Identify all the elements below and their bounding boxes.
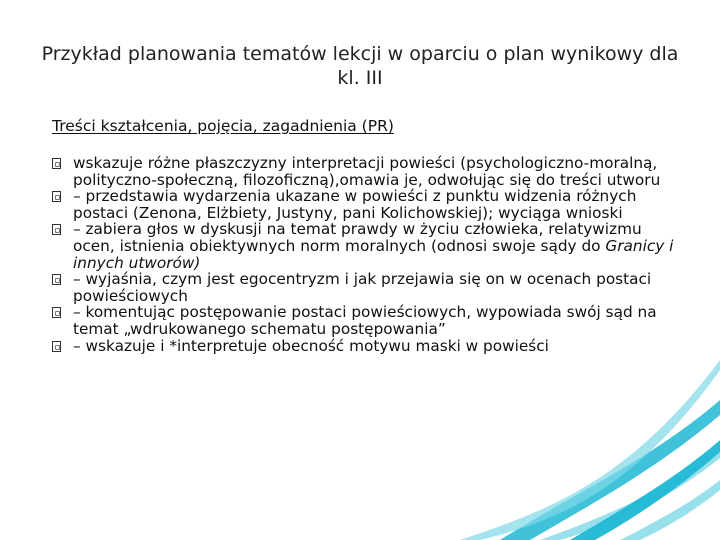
decorative-swirl-graphic — [460, 340, 720, 540]
list-item-text: – wyjaśnia, czym jest egocentryzm i jak przejawia się on w ocenach postaci powieściowych — [73, 270, 652, 305]
list-item-italic-text: Granicy i innych utworów) — [73, 236, 674, 272]
list-item — [52, 221, 682, 271]
list-item — [52, 271, 682, 304]
list-item-text: – wskazuje i *interpretuje obecność motywu maski w powieści — [73, 336, 549, 355]
list-item-text: – komentując postępowanie postaci powieściowych, wypowiada swój sąd na temat „wdrukowanego schematu postępowania” — [73, 303, 657, 338]
list-item-text: – przedstawia wydarzenia ukazane w powieści z punktu widzenia różnych postaci (Zenona, Elżbiety, Justyny, pani Kolichowskiej); wyciąga wnioski — [73, 187, 637, 222]
list-item — [52, 188, 682, 221]
square-bullet-icon — [52, 224, 61, 235]
square-bullet-icon — [52, 307, 61, 318]
square-bullet-icon — [52, 341, 61, 352]
list-item — [52, 155, 682, 188]
square-bullet-icon — [52, 158, 61, 169]
section-heading: Treści kształcenia, pojęcia, zagadnienia (PR) — [52, 117, 394, 135]
bullet-list — [52, 155, 682, 354]
square-bullet-icon — [52, 191, 61, 202]
list-item — [52, 338, 682, 355]
list-item-text: wskazuje różne płaszczyzny interpretacji powieści (psychologiczno-moralną, polityczno-społeczną, filozoficzną),omawia je, odwołując się do treści utworu — [73, 154, 661, 189]
list-item — [52, 304, 682, 337]
list-item-text: – zabiera głos w dyskusji na temat prawdy w życiu człowieka, relatywizmu ocen, istnienia obiektywnych norm moralnych (odnosi swoje sądy do — [73, 220, 642, 255]
square-bullet-icon — [52, 274, 61, 285]
slide-title: Przykład planowania tematów lekcji w oparciu o plan wynikowy dla kl. III — [41, 43, 679, 89]
